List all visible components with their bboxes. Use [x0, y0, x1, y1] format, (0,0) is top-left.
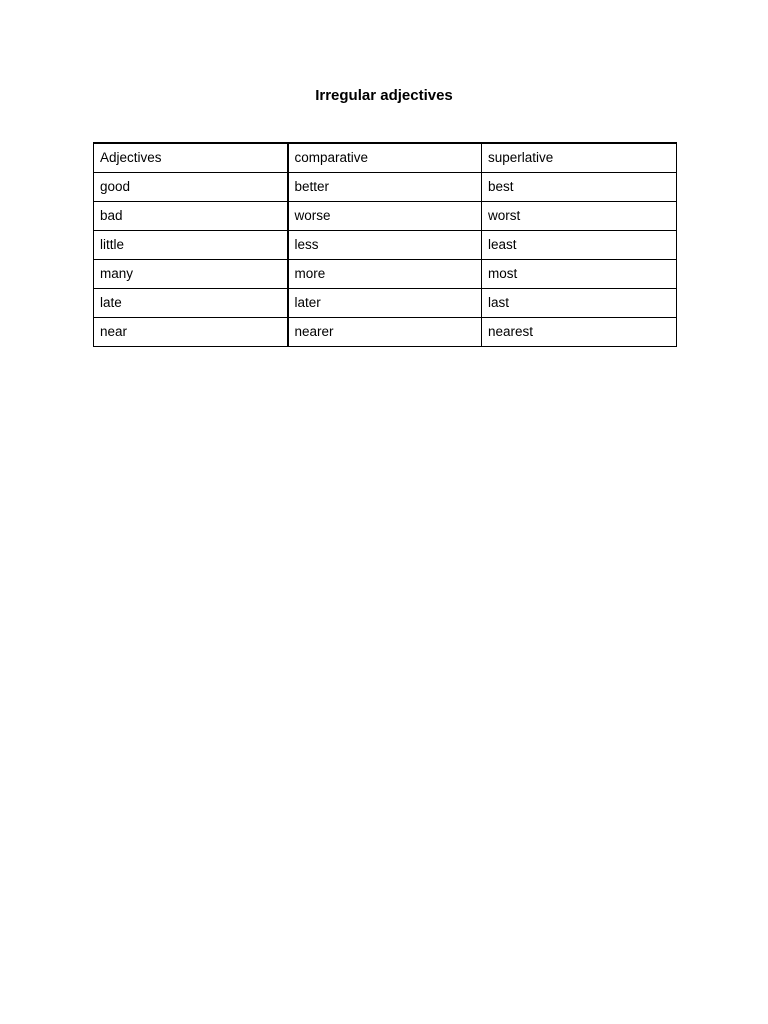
superlative-cell: nearest	[482, 318, 677, 347]
superlative-cell: least	[482, 231, 677, 260]
table-row	[94, 260, 677, 289]
table-row	[94, 231, 677, 260]
superlative-cell: worst	[482, 202, 677, 231]
table-row	[94, 318, 677, 347]
irregular-adjectives-table	[93, 142, 677, 347]
column-header-superlative: superlative	[482, 143, 677, 173]
document-title: Irregular adjectives	[315, 87, 453, 104]
comparative-cell: nearer	[288, 318, 482, 347]
comparative-cell: less	[288, 231, 482, 260]
table-row	[94, 289, 677, 318]
adjective-cell: late	[94, 289, 288, 318]
table-row	[94, 202, 677, 231]
adjective-cell: bad	[94, 202, 288, 231]
superlative-cell: best	[482, 173, 677, 202]
superlative-cell: last	[482, 289, 677, 318]
comparative-cell: later	[288, 289, 482, 318]
comparative-cell: better	[288, 173, 482, 202]
adjective-cell: many	[94, 260, 288, 289]
comparative-cell: more	[288, 260, 482, 289]
table-row	[94, 173, 677, 202]
adjective-cell: good	[94, 173, 288, 202]
comparative-cell: worse	[288, 202, 482, 231]
superlative-cell: most	[482, 260, 677, 289]
table-header-row	[94, 143, 677, 173]
adjective-cell: near	[94, 318, 288, 347]
column-header-adjectives: Adjectives	[94, 143, 288, 173]
column-header-comparative: comparative	[288, 143, 482, 173]
adjective-cell: little	[94, 231, 288, 260]
